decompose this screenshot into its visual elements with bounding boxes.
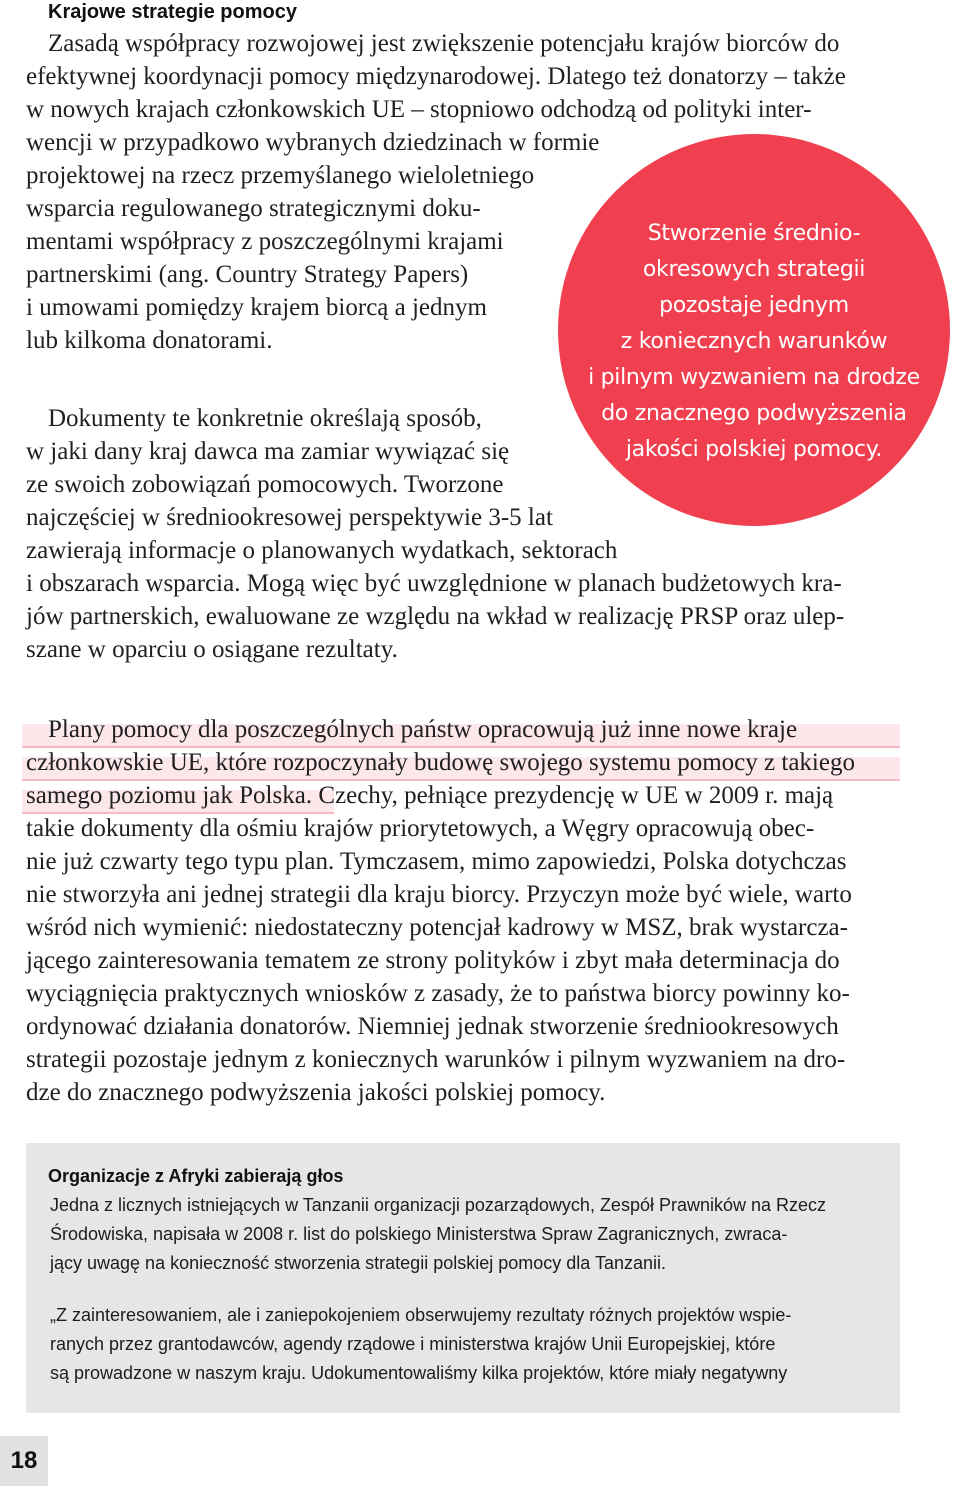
text-line: Środowiska, napisała w 2008 r. list do polskiego Ministerstwa Spraw Zagranicznych, zwraca-	[50, 1224, 788, 1244]
text-line: wyciągnięcia praktycznych wniosków z zasady, że to państwa biorcy powinny ko-	[26, 980, 850, 1007]
pull-quote	[558, 216, 950, 468]
section-title: Krajowe strategie pomocy	[48, 1, 297, 23]
text-line: „Z zainteresowaniem, ale i zaniepokojeniem obserwujemy rezultaty różnych projektów wspie-	[50, 1305, 792, 1325]
pull-quote-line: i pilnym wyzwaniem na drodze	[588, 365, 920, 390]
box-quote	[50, 1301, 791, 1388]
pull-quote-line: pozostaje jednym	[659, 293, 849, 318]
text-line: i obszarach wsparcia. Mogą więc być uwzględnione w planach budżetowych kra-	[26, 570, 842, 597]
text-line: samego poziomu jak Polska. Czechy, pełniące prezydencję w UE w 2009 r. mają	[26, 782, 834, 809]
text-line: ze swoich zobowiązań pomocowych. Tworzone	[26, 471, 504, 498]
pull-quote-line: jakości polskiej pomocy.	[625, 437, 883, 462]
text-line: jący uwagę na konieczność stworzenia strategii polskiej pomocy dla Tanzanii.	[50, 1253, 666, 1273]
text-line: dze do znacznego podwyższenia jakości polskiej pomocy.	[26, 1079, 606, 1106]
text-line: strategii pozostaje jednym z koniecznych warunków i pilnym wyzwaniem na dro-	[26, 1046, 846, 1073]
text-line: członkowskie UE, które rozpoczynały budowę swojego systemu pomocy z takiego	[26, 749, 855, 776]
text-line: partnerskimi (ang. Country Strategy Papers)	[26, 261, 469, 288]
text-line: szane w oparciu o osiągane rezultaty.	[26, 636, 398, 663]
page-number: 18	[0, 1436, 48, 1486]
text-line: mentami współpracy z poszczególnymi krajami	[26, 228, 504, 255]
paragraph-plans	[26, 713, 855, 1109]
text-line: ranych przez grantodawców, agendy rządowe i ministerstwa krajów Unii Europejskiej, które	[50, 1334, 776, 1354]
text-line: Jedna z licznych istniejących w Tanzanii organizacji pozarządowych, Zespół Prawników na Rzecz	[50, 1195, 827, 1215]
text-line: Zasadą współpracy rozwojowej jest zwiększenie potencjału krajów biorców do	[48, 30, 840, 57]
text-line: lub kilkoma donatorami.	[26, 327, 273, 354]
text-line: są prowadzone w naszym kraju. Udokumentowaliśmy kilka projektów, które miały negatywny	[50, 1363, 788, 1383]
text-line: najczęściej w średniookresowej perspektywie 3-5 lat	[26, 504, 553, 531]
pull-quote-line: z koniecznych warunków	[620, 329, 888, 354]
pull-quote-line: Stworzenie średnio-	[647, 221, 861, 246]
text-line: efektywnej koordynacji pomocy międzynarodowej. Dlatego też donatorzy – także	[26, 63, 846, 90]
text-line: wśród nich wymienić: niedostateczny potencjał kadrowy w MSZ, brak wystarcza-	[26, 914, 848, 941]
text-line: Plany pomocy dla poszczególnych państw opracowują już inne nowe kraje	[48, 716, 798, 743]
pull-quote-line: do znacznego podwyższenia	[601, 401, 907, 426]
text-line: wencji w przypadkowo wybranych dziedzinach w formie	[26, 129, 600, 156]
box-intro	[50, 1191, 826, 1278]
text-line: jów partnerskich, ewaluowane ze względu na wkład w realizację PRSP oraz ulep-	[26, 603, 845, 630]
text-line: i umowami pomiędzy krajem biorcą a jednym	[26, 294, 487, 321]
box-title: Organizacje z Afryki zabierają głos	[48, 1166, 344, 1186]
pull-quote-line: okresowych strategii	[642, 257, 866, 282]
text-line: Dokumenty te konkretnie określają sposób,	[48, 405, 482, 432]
text-line: ordynować działania donatorów. Niemniej jednak stworzenie średniookresowych	[26, 1013, 839, 1040]
text-line: jącego zainteresowania tematem ze strony polityków i zbyt mała determinacja do	[26, 947, 840, 974]
text-line: zawierają informacje o planowanych wydatkach, sektorach	[26, 537, 618, 564]
text-line: nie stworzyła ani jednej strategii dla kraju biorcy. Przyczyn może być wiele, warto	[26, 881, 852, 908]
text-line: takie dokumenty dla ośmiu krajów priorytetowych, a Węgry opracowują obec-	[26, 815, 815, 842]
text-line: w nowych krajach członkowskich UE – stopniowo odchodzą od polityki inter-	[26, 96, 812, 123]
text-line: nie już czwarty tego typu plan. Tymczasem, mimo zapowiedzi, Polska dotychczas	[26, 848, 847, 875]
text-line: w jaki dany kraj dawca ma zamiar wywiązać się	[26, 438, 510, 465]
text-line: projektowej na rzecz przemyślanego wieloletniego	[26, 162, 535, 189]
text-line: wsparcia regulowanego strategicznymi doku-	[26, 195, 481, 222]
